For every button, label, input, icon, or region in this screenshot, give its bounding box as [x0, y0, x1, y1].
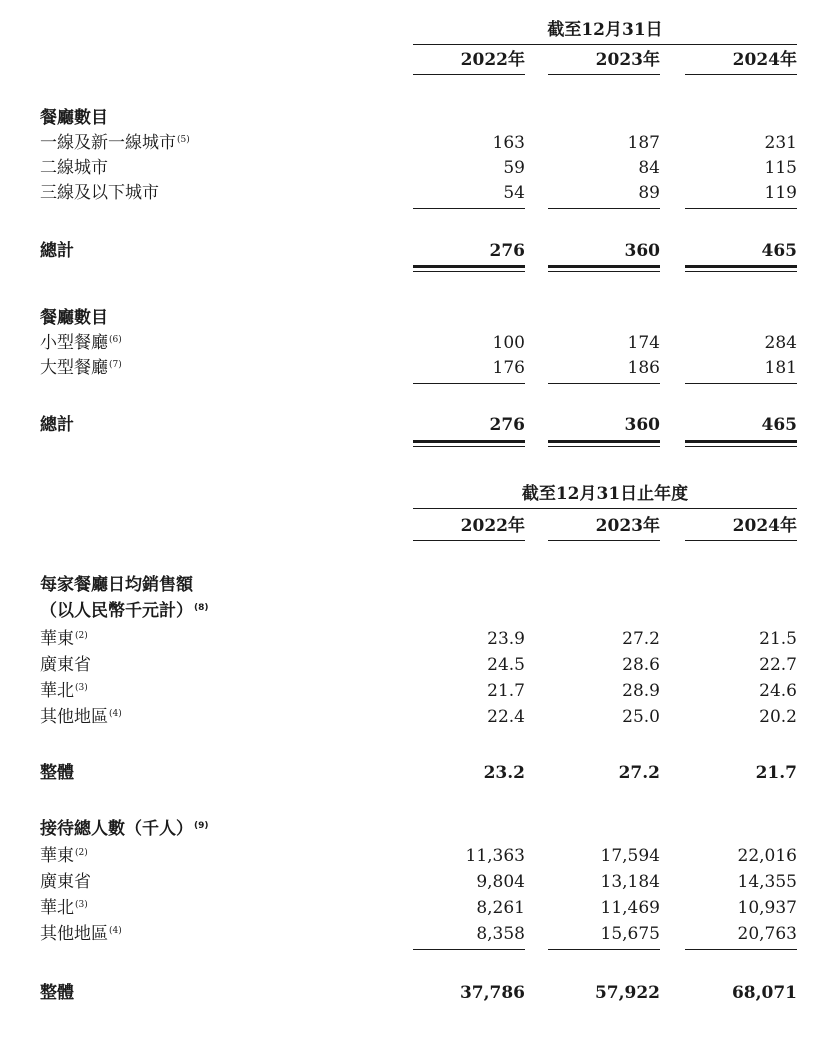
cell-value: 15,675 [600, 924, 660, 944]
year-underline [413, 540, 525, 541]
total-double-rule [685, 440, 797, 443]
total-value: 27.2 [618, 763, 660, 783]
total-value: 37,786 [459, 983, 525, 1003]
year-header-2024: 2024年 [732, 50, 797, 70]
total-double-rule [548, 440, 660, 443]
total-value: 465 [761, 241, 797, 261]
cell-value: 9,804 [476, 872, 525, 892]
row-label: 小型餐廳$^{(6)}$ [40, 333, 122, 353]
total-double-rule [548, 446, 660, 447]
row-label: 一線及新一線城市$^{(5)}$ [40, 133, 190, 153]
section-title: 餐廳數目 [40, 308, 108, 328]
period-underline-1 [413, 44, 797, 45]
cell-value: 59 [503, 158, 525, 178]
row-label: 二線城市 [40, 158, 108, 178]
year-header-2023: 2023年 [595, 50, 660, 70]
cell-value: 100 [492, 333, 525, 353]
section-subtitle: （以人民幣千元計）$^{(8)}$ [40, 601, 209, 621]
total-label: 總計 [40, 241, 74, 261]
row-label: 其他地區$^{(4)}$ [40, 924, 122, 944]
total-double-rule [413, 271, 525, 272]
cell-value: 11,363 [465, 846, 525, 866]
cell-value: 17,594 [600, 846, 660, 866]
row-label: 華北$^{(3)}$ [40, 898, 88, 918]
cell-value: 8,358 [476, 924, 525, 944]
subtotal-rule [685, 949, 797, 950]
cell-value: 25.0 [622, 707, 660, 727]
cell-value: 27.2 [622, 629, 660, 649]
cell-value: 24.5 [487, 655, 525, 675]
year-underline [685, 74, 797, 75]
row-label: 大型餐廳$^{(7)}$ [40, 358, 122, 378]
subtotal-rule [413, 208, 525, 209]
total-double-rule [548, 271, 660, 272]
year-underline [548, 540, 660, 541]
subtotal-rule [413, 383, 525, 384]
cell-value: 20.2 [759, 707, 797, 727]
cell-value: 115 [764, 158, 797, 178]
year-header-2024: 2024年 [732, 516, 797, 536]
total-value: 465 [761, 415, 797, 435]
cell-value: 187 [627, 133, 660, 153]
total-double-rule [413, 265, 525, 268]
total-double-rule [685, 265, 797, 268]
period-underline-2 [413, 508, 797, 509]
total-double-rule [685, 271, 797, 272]
cell-value: 24.6 [759, 681, 797, 701]
row-label: 廣東省 [40, 655, 91, 675]
total-label: 整體 [40, 763, 74, 783]
cell-value: 181 [764, 358, 797, 378]
total-value: 360 [624, 415, 660, 435]
row-label: 三線及以下城市 [40, 183, 159, 203]
cell-value: 174 [627, 333, 660, 353]
year-header-2022: 2022年 [460, 50, 525, 70]
section-title: 接待總人數（千人）$^{(9)}$ [40, 819, 209, 839]
cell-value: 22.7 [759, 655, 797, 675]
cell-value: 28.9 [622, 681, 660, 701]
subtotal-rule [685, 208, 797, 209]
cell-value: 8,261 [476, 898, 525, 918]
total-label: 整體 [40, 983, 74, 1003]
subtotal-rule [413, 949, 525, 950]
cell-value: 10,937 [737, 898, 797, 918]
total-double-rule [685, 446, 797, 447]
cell-value: 163 [492, 133, 525, 153]
total-double-rule [413, 440, 525, 443]
row-label: 其他地區$^{(4)}$ [40, 707, 122, 727]
cell-value: 186 [627, 358, 660, 378]
cell-value: 22,016 [737, 846, 797, 866]
cell-value: 20,763 [737, 924, 797, 944]
row-label: 廣東省 [40, 872, 91, 892]
cell-value: 84 [638, 158, 660, 178]
year-header-2022: 2022年 [460, 516, 525, 536]
cell-value: 119 [764, 183, 797, 203]
subtotal-rule [685, 383, 797, 384]
total-value: 360 [624, 241, 660, 261]
cell-value: 89 [638, 183, 660, 203]
cell-value: 13,184 [600, 872, 660, 892]
cell-value: 11,469 [600, 898, 660, 918]
cell-value: 176 [492, 358, 525, 378]
year-underline [548, 74, 660, 75]
total-double-rule [413, 446, 525, 447]
cell-value: 54 [503, 183, 525, 203]
total-double-rule [548, 265, 660, 268]
total-value: 57,922 [594, 983, 660, 1003]
period-header-1: 截至12月31日 [547, 20, 663, 40]
cell-value: 21.7 [487, 681, 525, 701]
subtotal-rule [548, 949, 660, 950]
period-header-2: 截至12月31日止年度 [521, 484, 689, 504]
total-value: 276 [489, 415, 525, 435]
row-label: 華北$^{(3)}$ [40, 681, 88, 701]
subtotal-rule [548, 383, 660, 384]
cell-value: 14,355 [737, 872, 797, 892]
total-value: 276 [489, 241, 525, 261]
total-value: 23.2 [483, 763, 525, 783]
total-value: 21.7 [755, 763, 797, 783]
cell-value: 21.5 [759, 629, 797, 649]
cell-value: 22.4 [487, 707, 525, 727]
year-underline [413, 74, 525, 75]
total-label: 總計 [40, 415, 74, 435]
row-label: 華東$^{(2)}$ [40, 846, 88, 866]
total-value: 68,071 [731, 983, 797, 1003]
year-underline [685, 540, 797, 541]
cell-value: 284 [764, 333, 797, 353]
cell-value: 23.9 [487, 629, 525, 649]
cell-value: 28.6 [622, 655, 660, 675]
row-label: 華東$^{(2)}$ [40, 629, 88, 649]
cell-value: 231 [764, 133, 797, 153]
subtotal-rule [548, 208, 660, 209]
section-title: 每家餐廳日均銷售額 [40, 575, 193, 595]
section-title: 餐廳數目 [40, 108, 108, 128]
year-header-2023: 2023年 [595, 516, 660, 536]
